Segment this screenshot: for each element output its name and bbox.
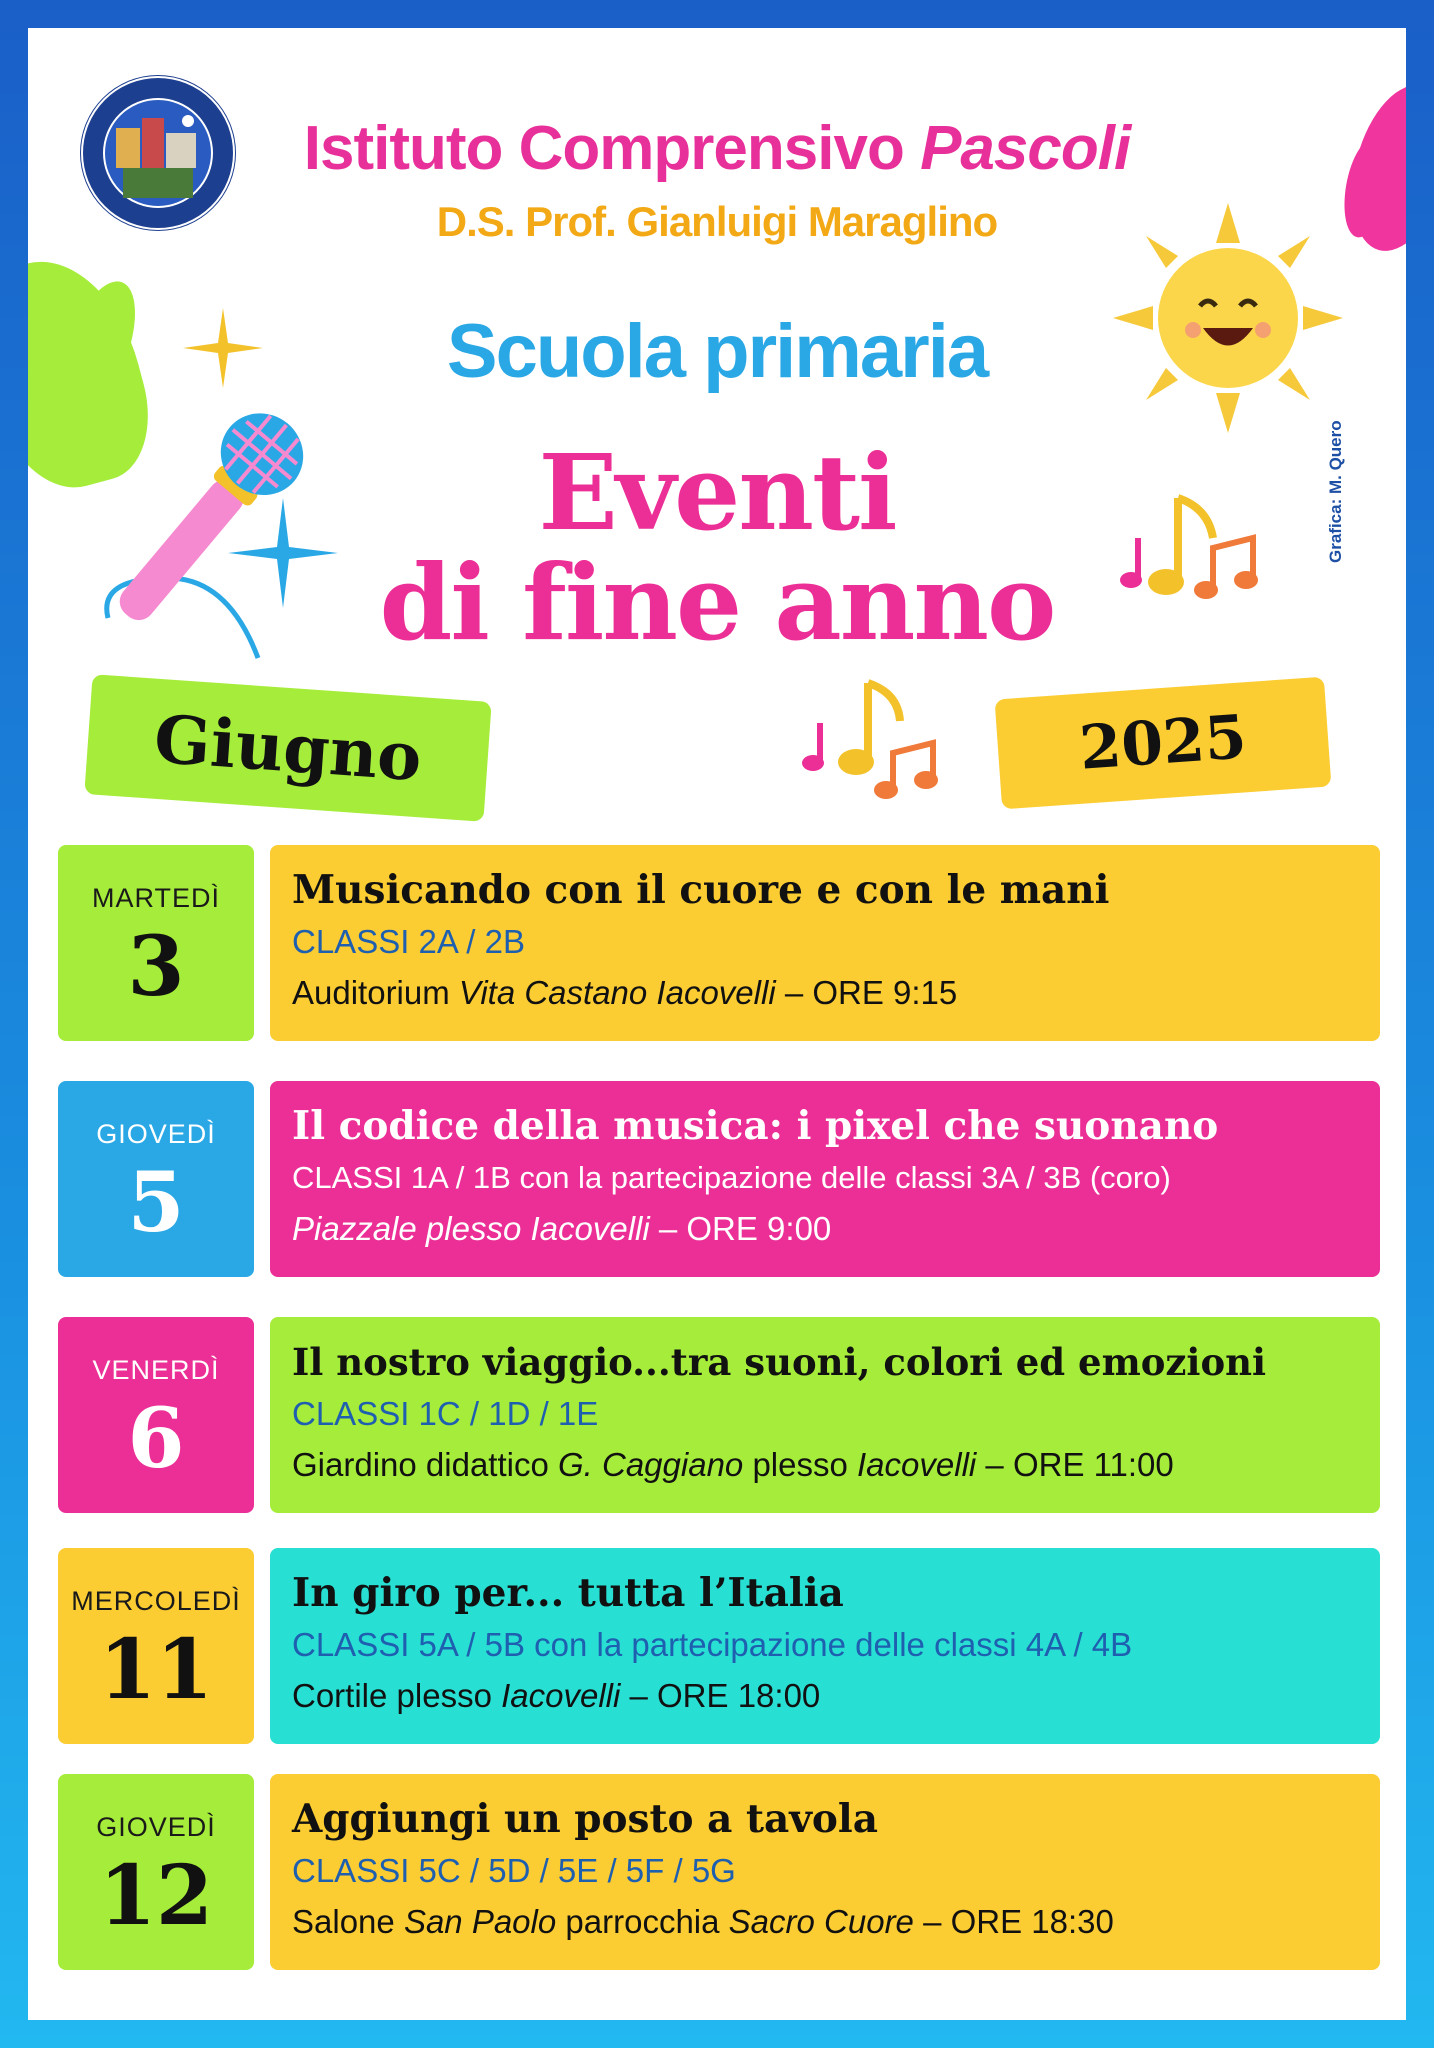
day-number: 11: [98, 1622, 214, 1718]
main-heading: Eventi di fine anno: [379, 431, 1055, 664]
event-title: Musicando con il cuore e con le mani: [292, 867, 1110, 913]
day-name: VENERDÌ: [92, 1355, 220, 1385]
graphics-credit: Grafica: M. Quero: [1326, 420, 1345, 563]
day-name: GIOVEDÌ: [96, 1119, 216, 1149]
event-card: [270, 845, 1380, 1041]
event-classes: CLASSI 1A / 1B con la partecipazione delle classi 3A / 3B (coro): [292, 1160, 1171, 1195]
event-item: [58, 1548, 1376, 1748]
event-location: Salone San Paolo parrocchia Sacro Cuore – ORE 18:30: [292, 1903, 1114, 1940]
microphone-icon: [78, 398, 358, 678]
event-classes: CLASSI 5A / 5B con la partecipazione delle classi 4A / 4B: [292, 1626, 1133, 1663]
sparkle-icon: [183, 308, 263, 388]
day-name: MARTEDÌ: [91, 883, 220, 913]
event-title: Aggiungi un posto a tavola: [292, 1796, 879, 1842]
event-date: [58, 845, 254, 1041]
month-tag: Giugno: [84, 674, 491, 822]
day-number: 5: [127, 1155, 185, 1251]
event-classes: CLASSI 2A / 2B: [292, 923, 525, 960]
event-classes: CLASSI 5C / 5D / 5E / 5F / 5G: [292, 1852, 736, 1889]
day-number: 6: [127, 1391, 185, 1487]
event-card: [270, 1317, 1380, 1513]
event-card: [270, 1774, 1380, 1970]
day-name: GIOVEDÌ: [96, 1812, 216, 1842]
event-item: [58, 1317, 1376, 1517]
event-location: Cortile plesso Iacovelli – ORE 18:00: [292, 1677, 821, 1714]
principal-name: D.S. Prof. Gianluigi Maraglino: [436, 198, 998, 245]
day-name: MERCOLEDÌ: [71, 1586, 241, 1616]
event-date: [58, 1317, 254, 1513]
school-title: Istituto Comprensivo Pascoli: [303, 114, 1131, 183]
event-title: Il codice della musica: i pixel che suonano: [292, 1103, 1219, 1149]
event-title: In giro per... tutta l’Italia: [292, 1570, 844, 1616]
event-item: [58, 845, 1376, 1045]
event-title: Il nostro viaggio...tra suoni, colori ed emozioni: [292, 1340, 1267, 1384]
event-location: Giardino didattico G. Caggiano plesso Iacovelli – ORE 11:00: [292, 1446, 1174, 1483]
event-date: [58, 1548, 254, 1744]
event-card: [270, 1548, 1380, 1744]
event-item: [58, 1774, 1376, 1974]
poster: [28, 28, 1406, 2020]
music-notes-icon: [798, 668, 948, 818]
school-level: Scuola primaria: [446, 309, 988, 394]
event-item: [58, 1081, 1376, 1281]
sun-icon: [1108, 198, 1348, 438]
event-card: [270, 1081, 1380, 1277]
event-date: [58, 1774, 254, 1970]
event-date: [58, 1081, 254, 1277]
year-tag: 2025: [995, 677, 1332, 810]
event-location: Auditorium Vita Castano Iacovelli – ORE 9:15: [292, 974, 958, 1011]
event-classes: CLASSI 1C / 1D / 1E: [292, 1395, 599, 1432]
event-location: Piazzale plesso Iacovelli – ORE 9:00: [292, 1210, 832, 1247]
music-notes-icon: [1118, 478, 1268, 638]
day-number: 12: [98, 1848, 214, 1944]
day-number: 3: [127, 919, 185, 1015]
